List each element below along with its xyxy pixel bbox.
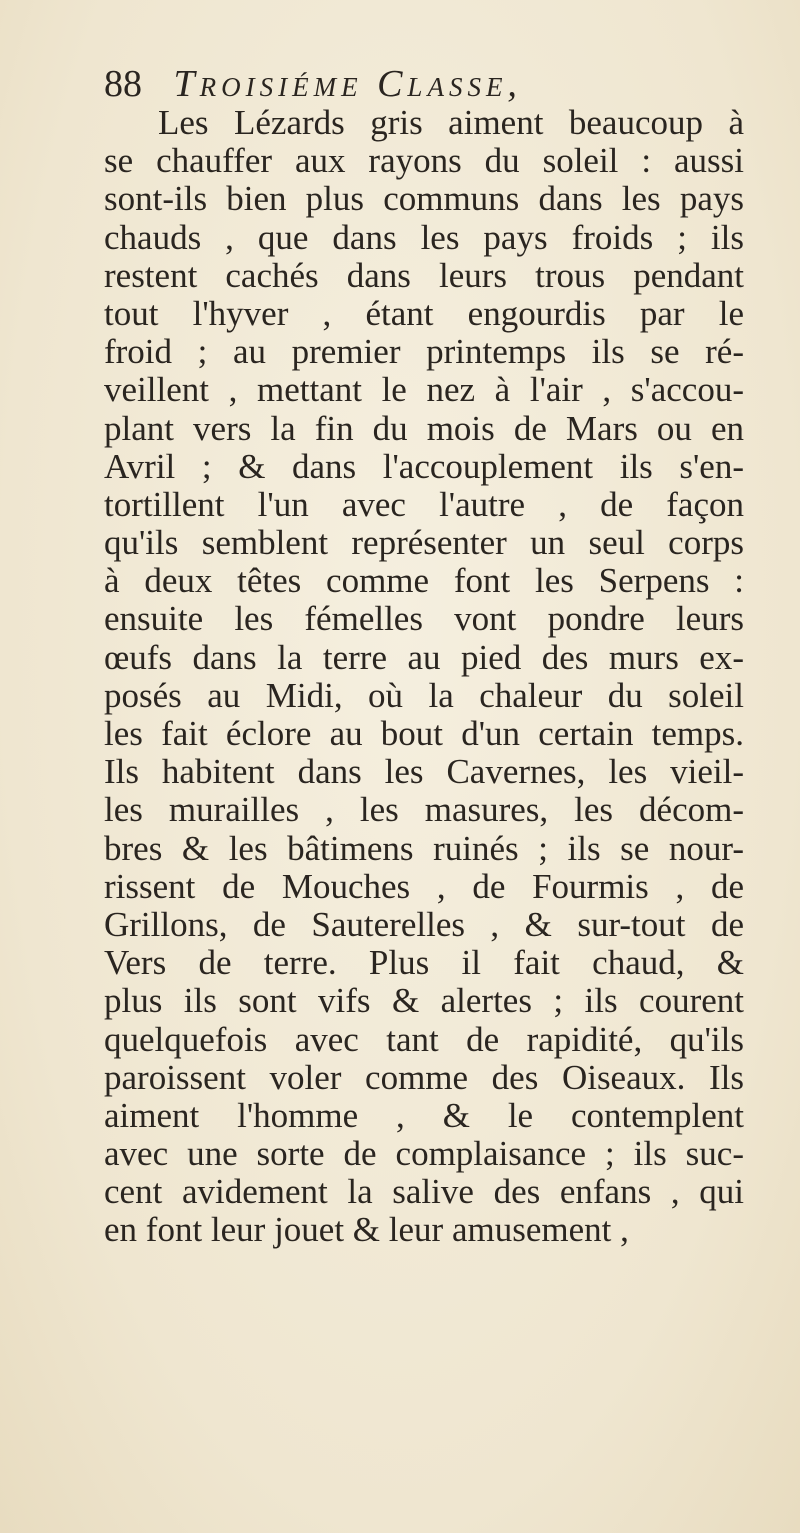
- text-line: tortillent l'un avec l'autre , de façon: [104, 484, 744, 524]
- text-line: aiment l'homme , & le contemplent: [104, 1095, 744, 1135]
- text-line: Avril ; & dans l'accouplement ils s'en-: [104, 446, 744, 486]
- text-line: plus ils sont vifs & alertes ; ils courent: [104, 981, 744, 1021]
- text-line: à deux têtes comme font les Serpens :: [104, 561, 744, 601]
- text-line: ensuite les fémelles vont pondre leurs: [104, 599, 744, 639]
- text-line: Les Lézards gris aiment beaucoup à: [158, 103, 744, 142]
- text-line: restent cachés dans leurs trous pendant: [104, 255, 744, 295]
- text-line: cent avidement la salive des enfans , qui: [104, 1172, 744, 1212]
- text-line: tout l'hyver , étant engourdis par le: [104, 293, 744, 333]
- text-line: se chauffer aux rayons du soleil : aussi: [104, 141, 744, 181]
- text-line: œufs dans la terre au pied des murs ex-: [104, 637, 744, 677]
- text-line: plant vers la fin du mois de Mars ou en: [104, 408, 744, 448]
- text-line: rissent de Mouches , de Fourmis , de: [104, 866, 744, 906]
- text-line: qu'ils semblent représenter un seul corps: [104, 523, 744, 563]
- text-line: veillent , mettant le nez à l'air , s'accou-: [104, 370, 744, 410]
- body-text: [104, 104, 744, 1250]
- text-line: en font leur jouet & leur amusement ,: [104, 1210, 629, 1250]
- text-line: les fait éclore au bout d'un certain temps.: [104, 714, 744, 753]
- text-line: Grillons, de Sauterelles , & sur-tout de: [104, 904, 744, 944]
- text-line: paroissent voler comme des Oiseaux. Ils: [104, 1057, 744, 1097]
- page-number: 88: [104, 63, 142, 105]
- text-line: quelquefois avec tant de rapidité, qu'ils: [104, 1019, 744, 1059]
- text-line: posés au Midi, où la chaleur du soleil: [104, 675, 744, 715]
- text-line: les murailles , les masures, les décom-: [104, 790, 744, 830]
- text-line: chauds , que dans les pays froids ; ils: [104, 217, 744, 257]
- text-line: sont-ils bien plus communs dans les pays: [104, 179, 744, 219]
- text-line: bres & les bâtimens ruinés ; ils se nour-: [104, 828, 744, 868]
- text-line: froid ; au premier printemps ils se ré-: [104, 332, 744, 372]
- text-line: avec une sorte de complaisance ; ils suc-: [104, 1134, 744, 1174]
- text-line: Ils habitent dans les Cavernes, les vieil-: [104, 752, 744, 792]
- text-line: Vers de terre. Plus il fait chaud, &: [104, 943, 744, 983]
- running-head: Troisiéme Classe,: [173, 63, 522, 105]
